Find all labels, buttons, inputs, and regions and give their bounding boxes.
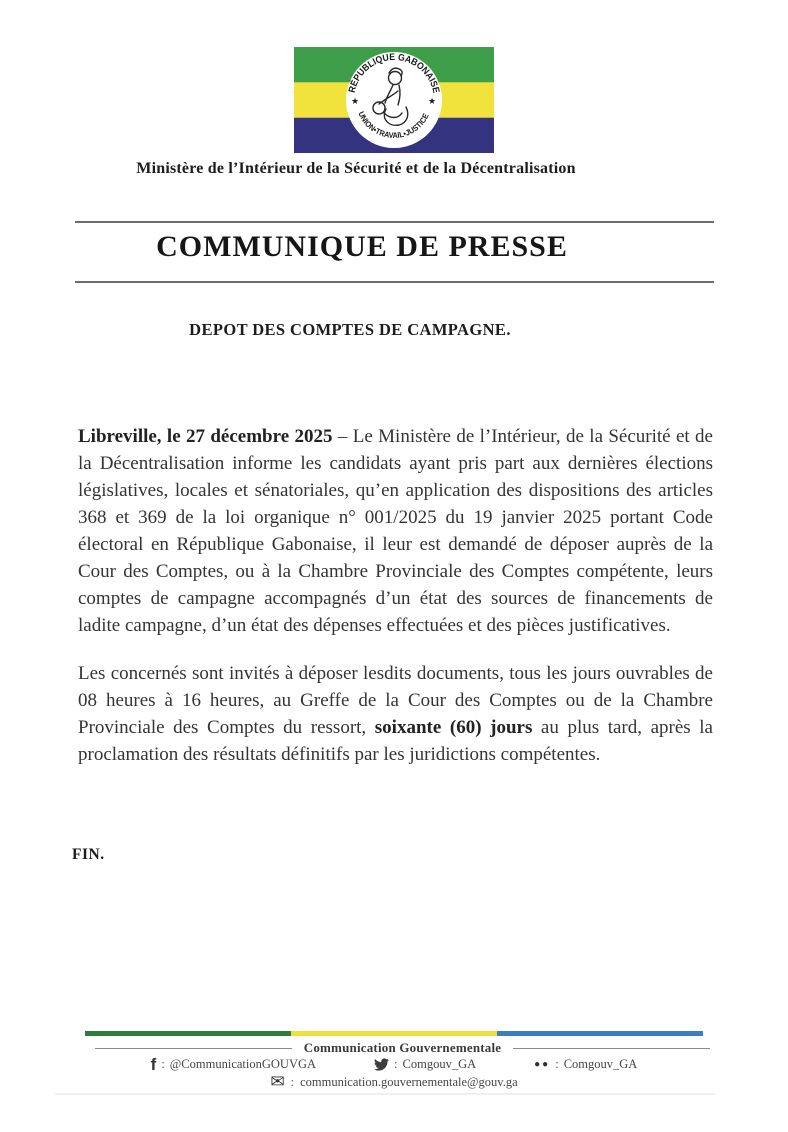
gabon-republic-logo	[294, 47, 494, 153]
bottom-hairline	[55, 1093, 715, 1095]
dateline: Libreville, le 27 décembre 2025	[78, 426, 333, 447]
band-line-left	[95, 1048, 292, 1049]
document-title: COMMUNIQUE DE PRESSE	[156, 230, 568, 263]
facebook-handle: @CommunicationGOUVGA	[169, 1057, 317, 1071]
footer-band	[95, 1040, 710, 1056]
paragraph-1	[78, 423, 713, 639]
twitter-handle: Comgouv_GA	[402, 1057, 477, 1071]
document-subject: DEPOT DES COMPTES DE CAMPAGNE.	[189, 320, 511, 339]
flickr-handle: Comgouv_GA	[563, 1057, 638, 1071]
divider-top	[75, 221, 714, 223]
email-address: communication.gouvernementale@gouv.ga	[300, 1075, 518, 1089]
paragraph-2-text-after: au plus tard, après la proclamation des résultats définitifs par les juridictions compétentes.	[78, 717, 713, 765]
ministry-title: Ministère de l’Intérieur de la Sécurité et de la Décentralisation	[136, 160, 576, 177]
flag-emblem	[294, 47, 494, 153]
flickr-separator: :	[555, 1057, 559, 1071]
email-separator: :	[290, 1075, 295, 1089]
tricolor-green-segment	[85, 1031, 291, 1036]
paragraph-2	[78, 660, 713, 768]
tricolor-yellow-segment	[291, 1031, 497, 1036]
flickr-entry	[534, 1057, 637, 1072]
deadline-emphasis: soixante (60) jours	[374, 717, 533, 738]
twitter-entry	[374, 1057, 476, 1072]
logo-arc-top-text: RÉPUBLIQUE GABONAISE	[346, 51, 442, 95]
facebook-icon: f	[150, 1055, 157, 1074]
tricolor-blue-segment	[497, 1031, 703, 1036]
star-left-icon: ★	[351, 96, 360, 106]
facebook-separator: :	[161, 1057, 165, 1071]
tricolor-bar	[85, 1031, 703, 1036]
email-row	[0, 1074, 788, 1091]
twitter-icon	[374, 1058, 389, 1071]
flickr-icon: ●●	[534, 1058, 551, 1070]
logo-arc-bottom-text: UNION•TRAVAIL•JUSTICE	[356, 110, 431, 141]
star-right-icon: ★	[428, 96, 437, 106]
band-line-right	[513, 1048, 710, 1049]
footer-band-title: Communication Gouvernementale	[303, 1040, 502, 1055]
twitter-separator: :	[394, 1057, 398, 1071]
document-body	[78, 423, 713, 789]
paragraph-2-text-before: Les concernés sont invités à déposer lesdits documents, tous les jours ouvrables de 08 heures à 16 heures, au Greffe de la Cour des Comptes ou de la Chambre Provinciale des Comptes du ressort,	[78, 663, 713, 738]
social-row	[0, 1056, 788, 1073]
end-marker: FIN.	[72, 846, 105, 863]
paragraph-1-text: – Le Ministère de l’Intérieur, de la Sécurité et de la Décentralisation informe les candidats ayant pris part aux dernières élections législatives, locales et sénatoriales, qu’en application des dispositions des articles 368 et 369 de la loi organique n° 001/2025 du 19 janvier 2025 portant Code électoral en République Gabonaise, il leur est demandé de déposer auprès de la Cour des Comptes, ou à la Chambre Provinciale des Comptes compétente, leurs comptes de campagne accompagnés d’un état des sources de financements de ladite campagne, d’un état des dépenses effectuées et des pièces justificatives.	[78, 426, 713, 636]
envelope-icon: ✉	[270, 1072, 285, 1092]
facebook-entry	[151, 1056, 316, 1073]
divider-bottom	[75, 281, 714, 283]
